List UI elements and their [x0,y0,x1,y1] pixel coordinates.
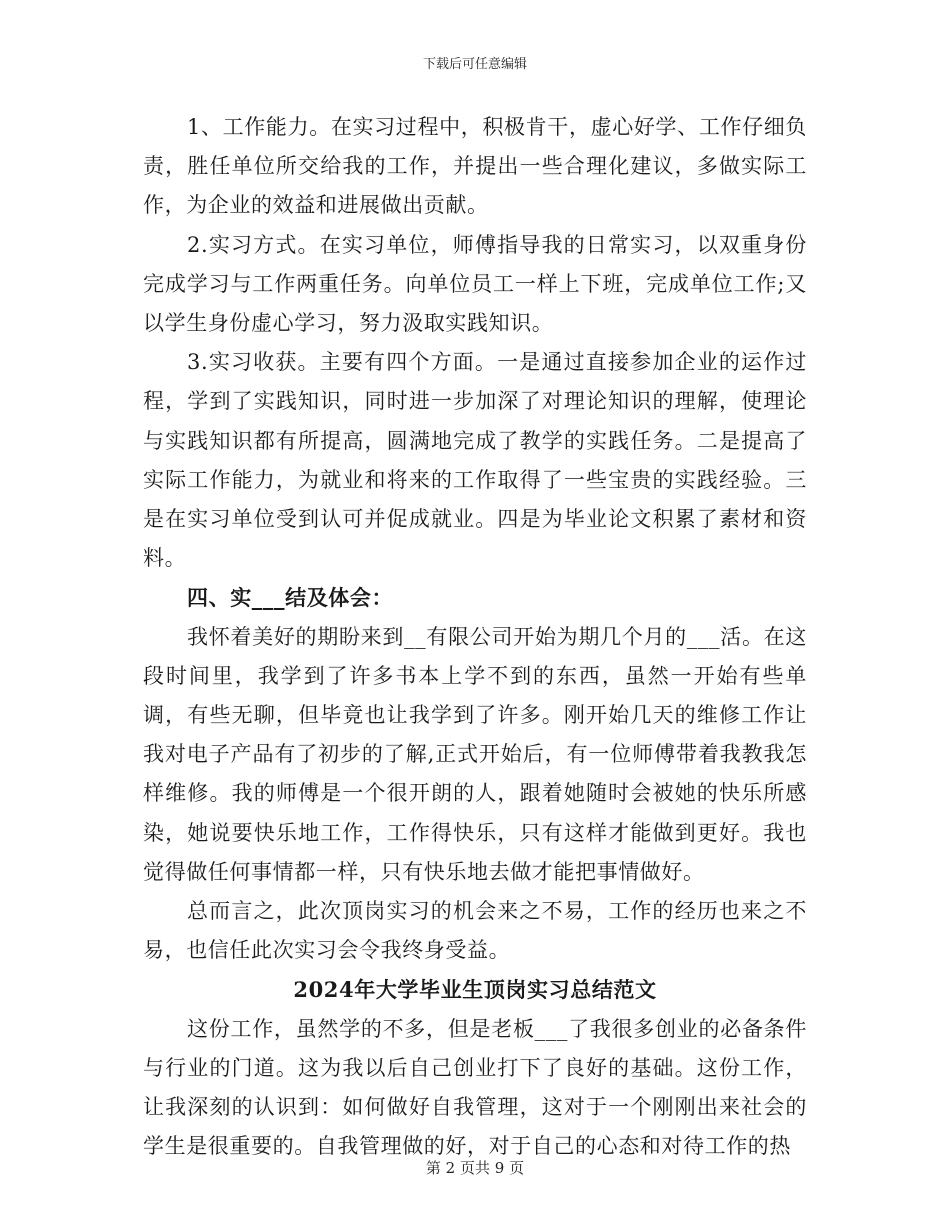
paragraph-experience: 我怀着美好的期盼来到__有限公司开始为期几个月的___活。在这段时间里，我学到了许多书本上学不到的东西，虽然一开始有些单调，有些无聊，但毕竟也让我学到了许多。刚开始几天的维修工作让我对电子产品有了初步的了解,正式开始后，有一位师傅带着我教我怎样维修。我的师傅是一个很开朗的人，跟着她随时会被她的快乐所感染，她说要快乐地工作，工作得快乐，只有这样才能做到更好。我也觉得做任何事情都一样，只有快乐地去做才能把事情做好。 [143,624,807,884]
page-header: 下载后可任意编辑 [422,57,527,72]
article-title: 2024年大学毕业生顶岗实习总结范文 [293,977,657,1003]
paragraph-work-ability: 1、工作能力。在实习过程中，积极肯干，虚心好学、工作仔细负责，胜任单位所交给我的工作，并提出一些合理化建议，多做实际工作，为企业的效益和进展做出贡献。 [143,115,807,218]
paragraph-intro: 这份工作，虽然学的不多，但是老板___了我很多创业的必备条件与行业的门道。这为我以后自己创业打下了良好的基础。这份工作，让我深刻的认识到：如何做好自我管理，这对于一个刚刚出来社会的学生是很重要的。自我管理做的好，对于自己的心态和对待工作的热 [143,1016,807,1159]
section-heading: 四、实___结及体会： [187,585,394,611]
paragraph-internship-gains: 3.实习收获。主要有四个方面。一是通过直接参加企业的运作过程，学到了实践知识，同时进一步加深了对理论知识的理解，使理论与实践知识都有所提高，圆满地完成了教学的实践任务。二是提高了实际工作能力，为就业和将来的工作取得了一些宝贵的实践经验。三是在实习单位受到认可并促成就业。四是为毕业论文积累了素材和资料。 [143,350,807,571]
paragraph-internship-method: 2.实习方式。在实习单位，师傅指导我的日常实习，以双重身份完成学习与工作两重任务。向单位员工一样上下班，完成单位工作;又以学生身份虚心学习，努力汲取实践知识。 [143,232,807,336]
page-footer: 第 2 页共 9 页 [425,1159,525,1177]
paragraph-conclusion: 总而言之，此次顶岗实习的机会来之不易，工作的经历也来之不易，也信任此次实习会令我终身受益。 [143,899,807,963]
document-body [143,108,807,1166]
